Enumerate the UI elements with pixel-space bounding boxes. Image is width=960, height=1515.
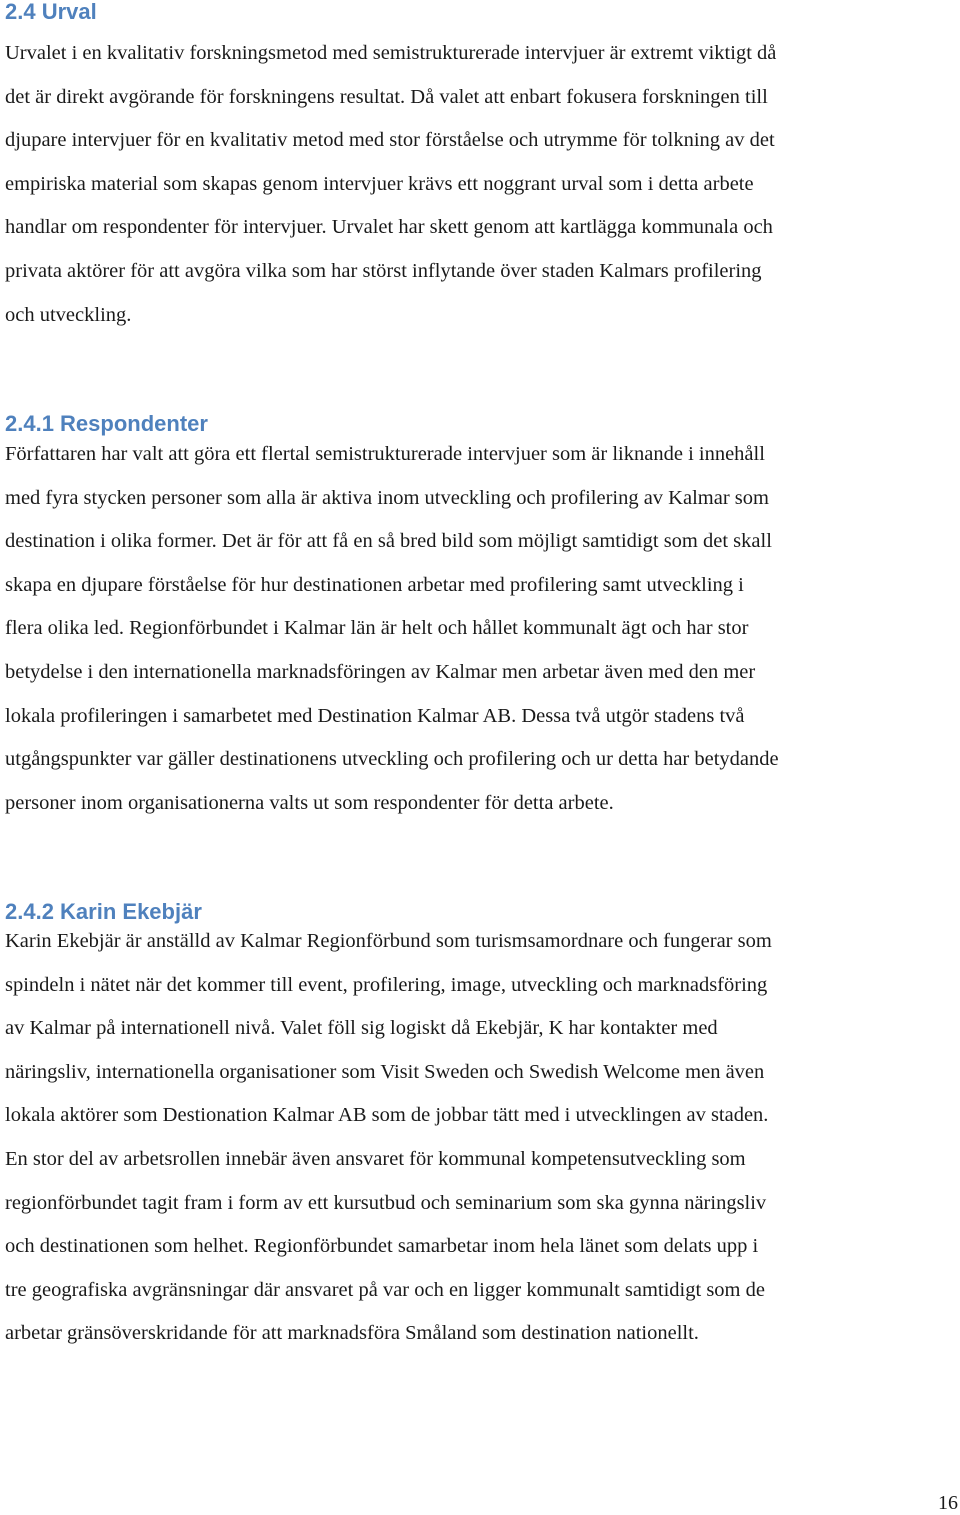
text-line: med fyra stycken personer som alla är aktiva inom utveckling och profilering av Kalmar som xyxy=(5,486,769,509)
text-line: det är direkt avgörande för forskningens resultat. Då valet att enbart fokusera forskningen till xyxy=(5,85,768,108)
text-line: En stor del av arbetsrollen innebär även ansvaret för kommunal kompetensutveckling som xyxy=(5,1147,746,1170)
paragraph-urval xyxy=(5,32,776,337)
text-line: regionförbundet tagit fram i form av ett kursutbud och seminarium som ska gynna näringsliv xyxy=(5,1191,767,1214)
text-line: och destinationen som helhet. Regionförbundet samarbetar inom hela länet som delats upp i xyxy=(5,1235,759,1258)
text-line: näringsliv, internationella organisationer som Visit Sweden och Swedish Welcome men även xyxy=(5,1060,765,1083)
text-line: Karin Ekebjär är anställd av Kalmar Regionförbund som turismsamordnare och fungerar som xyxy=(5,930,772,952)
text-line: skapa en djupare förståelse för hur destinationen arbetar med profilering samt utveckling i xyxy=(5,573,744,596)
paragraph-respondenter xyxy=(5,433,779,825)
text-line: destination i olika former. Det är för att få en så bred bild som möjligt samtidigt som det skall xyxy=(5,530,772,553)
text-line: handlar om respondenter för intervjuer. Urvalet har skett genom att kartlägga kommunala och xyxy=(5,216,773,239)
paragraph-karin-ekebjar xyxy=(5,920,772,1356)
text-line: djupare intervjuer för en kvalitativ metod med stor förståelse och utrymme för tolkning av det xyxy=(5,129,775,152)
section-heading-respondenter: 2.4.1 Respondenter xyxy=(5,411,208,436)
text-line: privata aktörer för att avgöra vilka som har störst inflytande över staden Kalmars profilering xyxy=(5,259,762,282)
text-line: av Kalmar på internationell nivå. Valet föll sig logiskt då Ekebjär, K har kontakter med xyxy=(5,1017,718,1040)
text-line: lokala profileringen i samarbetet med Destination Kalmar AB. Dessa två utgör stadens två xyxy=(5,704,745,727)
section-heading-karin-ekebjar: 2.4.2 Karin Ekebjär xyxy=(5,899,202,924)
text-line: Författaren har valt att göra ett flertal semistrukturerade intervjuer som är liknande i innehåll xyxy=(5,443,765,465)
text-line: empiriska material som skapas genom intervjuer krävs ett noggrant urval som i detta arbete xyxy=(5,172,754,195)
text-line: Urvalet i en kvalitativ forskningsmetod med semistrukturerade intervjuer är extremt viktigt då xyxy=(5,42,777,64)
text-line: lokala aktörer som Destionation Kalmar AB som de jobbar tätt med i utvecklingen av staden. xyxy=(5,1104,769,1127)
text-line: utgångspunkter var gäller destinationens utveckling och profilering och ur detta har betydande xyxy=(5,748,779,771)
text-line: tre geografiska avgränsningar där ansvaret på var och en ligger kommunalt samtidigt som de xyxy=(5,1278,765,1301)
text-line: och utveckling. xyxy=(5,303,132,326)
text-line: betydelse i den internationella marknadsföringen av Kalmar men arbetar även med den mer xyxy=(5,660,756,683)
text-line: personer inom organisationerna valts ut som respondenter för detta arbete. xyxy=(5,791,614,814)
text-line: arbetar gränsöverskridande för att marknadsföra Småland som destination nationellt. xyxy=(5,1322,699,1345)
text-line: flera olika led. Regionförbundet i Kalmar län är helt och hållet kommunalt ägt och har stor xyxy=(5,617,749,640)
section-heading-urval: 2.4 Urval xyxy=(5,0,97,24)
text-line: spindeln i nätet när det kommer till event, profilering, image, utveckling och marknadsföring xyxy=(5,973,768,996)
page-number: 16 xyxy=(938,1492,958,1514)
